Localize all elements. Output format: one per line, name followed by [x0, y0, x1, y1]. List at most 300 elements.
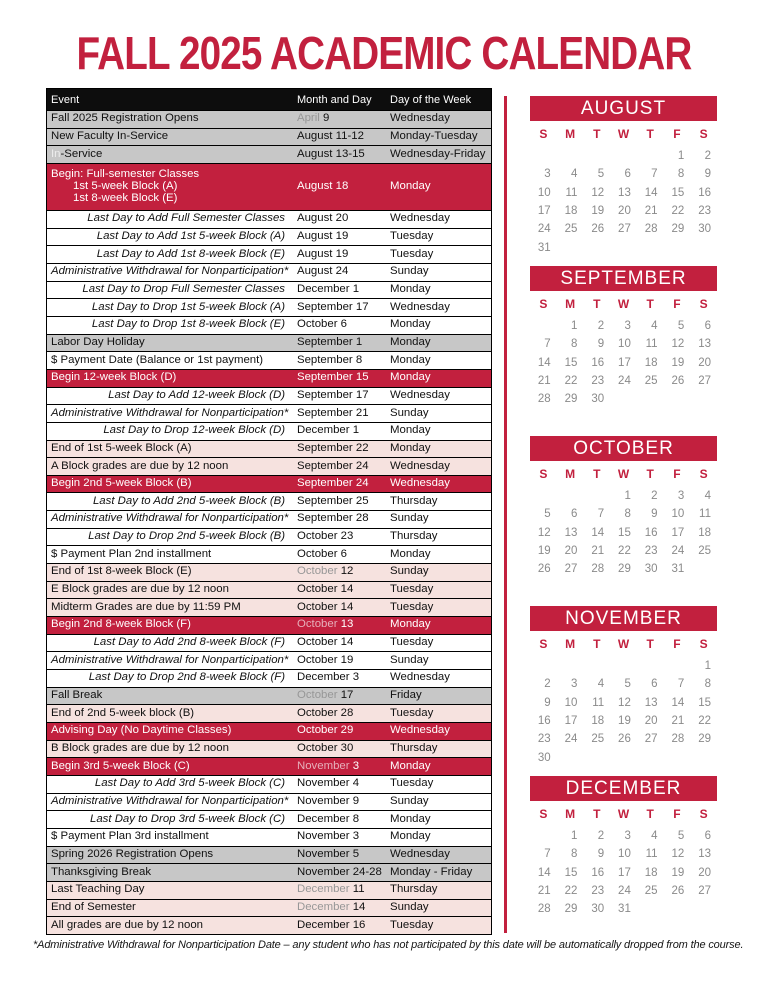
calendar-day: 8	[677, 168, 685, 181]
event-cell: Last Day to Drop 1st 5-week Block (A)	[91, 301, 285, 313]
calendar-day: 8	[571, 338, 578, 351]
calendar-day: 5	[677, 830, 685, 843]
weekday-label: M	[565, 127, 576, 141]
calendar-september	[530, 266, 717, 436]
weekday-cell: Monday	[390, 425, 431, 437]
calendar-day: 6	[704, 830, 711, 843]
calendar-day: 6	[571, 508, 578, 521]
event-cell: Last Day to Add 1st 5-week Block (A)	[96, 230, 285, 242]
column-header-month-and-day: Month and Day	[297, 93, 372, 106]
calendar-day: 29	[698, 733, 711, 746]
calendar-day: 11	[592, 696, 605, 709]
calendar-day: 11	[565, 186, 578, 199]
event-cell: Begin 2nd 8-week Block (F)	[51, 619, 191, 631]
weekday-label: T	[646, 637, 654, 651]
event-cell: Midterm Grades are due by 11:59 PM	[51, 601, 241, 613]
event-cell: Begin 2nd 5-week Block (B)	[51, 478, 192, 490]
calendar-week-row	[530, 694, 717, 712]
weekday-label: M	[565, 637, 576, 651]
date-cell: September 17	[297, 301, 369, 313]
calendar-month-title: DECEMBER	[530, 776, 717, 801]
date-cell: September 24	[297, 478, 369, 490]
table-row	[47, 351, 491, 369]
calendar-month-title: NOVEMBER	[530, 606, 717, 631]
calendar-day: 24	[618, 885, 631, 898]
calendar-day: 9	[597, 848, 605, 861]
weekday-cell: Tuesday	[390, 601, 434, 613]
calendar-day: 19	[618, 715, 631, 728]
calendar-day: 26	[671, 885, 685, 898]
events-table	[46, 88, 492, 935]
weekday-label: T	[646, 807, 654, 821]
calendar-day: 16	[591, 866, 605, 879]
calendar-week-row	[530, 827, 717, 845]
table-row	[47, 757, 491, 775]
table-row	[47, 899, 491, 917]
calendar-day: 18	[564, 205, 578, 218]
calendar-day: 10	[618, 338, 631, 351]
event-cell: In-Service	[51, 148, 103, 160]
calendar-day: 17	[671, 526, 685, 539]
calendar-day: 13	[698, 848, 711, 861]
weekday-label: W	[617, 807, 630, 821]
weekday-cell: Tuesday	[390, 248, 434, 260]
weekday-label: M	[565, 807, 576, 821]
table-row	[47, 881, 491, 899]
calendar-day: 24	[564, 733, 578, 746]
event-cell: Last Day to Add Full Semester Classes	[87, 213, 285, 225]
table-row	[47, 316, 491, 334]
date-cell: September 8	[297, 354, 363, 366]
date-cell: October 30	[297, 743, 354, 754]
weekday-cell: Tuesday	[390, 707, 434, 719]
calendar-day: 27	[698, 375, 711, 388]
date-month-muted: December	[297, 901, 350, 913]
calendar-day: 31	[618, 903, 631, 916]
weekday-cell: Sunday	[390, 654, 429, 666]
weekday-cell: Sunday	[390, 566, 429, 578]
weekday-cell: Thursday	[390, 531, 438, 543]
table-row	[47, 387, 491, 405]
date-cell: October 6	[297, 319, 348, 331]
weekday-cell: Thursday	[390, 743, 438, 754]
calendar-weekday-row	[530, 461, 717, 487]
table-row	[47, 457, 491, 475]
table-row	[47, 669, 491, 687]
weekday-cell: Wednesday	[390, 672, 450, 684]
calendar-day: 1	[704, 660, 711, 673]
weekday-label: F	[673, 127, 681, 141]
weekday-label: S	[539, 807, 548, 821]
calendar-day: 29	[564, 393, 578, 406]
table-row	[47, 422, 491, 440]
weekday-cell: Sunday	[390, 513, 429, 525]
calendar-day: 3	[677, 490, 685, 503]
weekday-label: W	[617, 127, 630, 141]
table-row	[47, 545, 491, 563]
date-cell: October 19	[297, 654, 354, 666]
event-cell: Labor Day Holiday	[51, 336, 145, 348]
calendar-day: 21	[671, 715, 685, 728]
calendar-day: 17	[564, 715, 578, 728]
date-cell: December 16	[297, 919, 366, 931]
calendar-day: 18	[698, 526, 711, 539]
table-row	[47, 298, 491, 316]
date-cell: April 9	[297, 113, 330, 125]
calendar-day: 12	[671, 338, 685, 351]
calendar-day: 16	[591, 356, 605, 369]
weekday-cell: Wednesday	[390, 725, 450, 737]
date-cell: August 11-12	[297, 131, 364, 142]
calendar-day: 22	[671, 205, 685, 218]
calendar-day: 17	[537, 205, 551, 218]
weekday-label: F	[673, 467, 681, 481]
calendar-day: 12	[618, 696, 631, 709]
calendar-weekday-row	[530, 801, 717, 827]
calendar-week-row	[530, 184, 717, 202]
calendar-august	[530, 96, 717, 266]
calendar-day: 16	[698, 186, 711, 199]
calendar-day: 20	[564, 545, 578, 558]
event-line: 1st 8-week Block (E)	[73, 191, 178, 204]
date-cell: August 20	[297, 213, 349, 225]
calendar-week-row	[530, 730, 717, 748]
weekday-cell: Wednesday	[390, 478, 450, 490]
calendar-day: 31	[671, 563, 685, 576]
table-row	[47, 440, 491, 458]
date-cell: September 21	[297, 407, 369, 419]
calendar-day: 2	[651, 490, 658, 503]
calendar-day: 20	[618, 205, 631, 218]
weekday-cell: Tuesday	[390, 919, 434, 931]
calendar-day: 16	[537, 715, 551, 728]
table-row	[47, 334, 491, 352]
weekday-cell: Thursday	[390, 884, 438, 896]
calendar-day: 9	[544, 696, 551, 709]
weekday-label: T	[646, 127, 654, 141]
calendar-day: 2	[544, 678, 551, 691]
event-cell: Last Day to Add 2nd 5-week Block (B)	[92, 495, 285, 507]
event-cell: Fall 2025 Registration Opens	[51, 113, 199, 125]
weekday-label: S	[539, 637, 548, 651]
event-cell: End of Semester	[51, 901, 136, 913]
table-row	[47, 863, 491, 881]
calendar-week-row	[530, 882, 717, 900]
table-row	[47, 404, 491, 422]
calendar-weekday-row	[530, 121, 717, 147]
events-table-body	[47, 110, 491, 934]
date-cell: October 14	[297, 637, 354, 649]
calendar-day: 30	[591, 903, 605, 916]
date-cell: November 24-28	[297, 866, 382, 878]
calendar-day: 7	[544, 848, 551, 861]
calendar-day: 29	[564, 903, 578, 916]
event-cell: End of 2nd 5-week block (B)	[51, 707, 195, 719]
date-cell: September 17	[297, 389, 369, 401]
event-line: 1st 5-week Block (A)	[73, 179, 178, 192]
table-row	[47, 510, 491, 528]
calendar-day: 2	[597, 830, 605, 843]
calendar-day: 14	[537, 356, 551, 369]
event-cell	[47, 169, 293, 205]
calendar-day: 10	[564, 696, 578, 709]
calendar-day: 31	[537, 241, 551, 254]
calendar-day: 15	[698, 696, 711, 709]
date-cell: December 8	[297, 813, 360, 825]
calendar-day: 26	[618, 733, 631, 746]
calendar-day: 15	[564, 866, 578, 879]
calendar-day: 30	[591, 393, 605, 406]
date-cell: October 14	[297, 584, 354, 596]
calendar-day: 8	[571, 848, 578, 861]
weekday-label: F	[673, 297, 681, 311]
calendar-day: 28	[671, 733, 685, 746]
weekday-cell: Monday	[390, 619, 431, 631]
calendar-day: 13	[564, 526, 578, 539]
date-cell: October 28	[297, 707, 354, 719]
page-title: FALL 2025 ACADEMIC CALENDAR	[76, 27, 692, 79]
date-cell: November 9	[297, 795, 360, 807]
calendar-day: 10	[618, 848, 631, 861]
table-row	[47, 651, 491, 669]
table-row	[47, 492, 491, 510]
event-cell: Administrative Withdrawal for Nonparticipation*	[51, 654, 289, 666]
event-cell: Last Day to Add 3rd 5-week Block (C)	[94, 778, 285, 790]
weekday-label: S	[699, 637, 708, 651]
calendar-day: 10	[671, 508, 685, 521]
event-cell: Begin 3rd 5-week Block (C)	[51, 760, 190, 772]
calendar-day: 6	[704, 320, 711, 333]
weekday-label: S	[699, 297, 708, 311]
event-cell: Administrative Withdrawal for Nonparticipation*	[51, 407, 289, 419]
calendar-day: 14	[671, 696, 685, 709]
calendar-week-row	[530, 675, 717, 693]
event-cell: Last Day to Drop 2nd 8-week Block (F)	[88, 672, 285, 684]
weekday-label: T	[593, 467, 601, 481]
date-cell: December 14	[297, 901, 366, 913]
calendar-day: 17	[618, 356, 631, 369]
calendar-day: 15	[618, 526, 631, 539]
weekday-label: F	[673, 807, 681, 821]
weekday-cell: Monday	[390, 760, 431, 772]
calendar-day: 3	[624, 830, 631, 843]
weekday-label: T	[646, 467, 654, 481]
calendar-day: 2	[597, 320, 605, 333]
calendar-day: 20	[698, 866, 711, 879]
event-cell: Last Day to Drop 12-week Block (D)	[103, 425, 285, 437]
table-row	[47, 145, 491, 163]
calendar-day: 19	[537, 545, 551, 558]
weekday-cell: Tuesday	[390, 230, 434, 242]
weekday-cell: Wednesday	[390, 389, 450, 401]
weekday-cell: Monday - Friday	[390, 866, 473, 878]
table-row	[47, 228, 491, 246]
calendar-day: 12	[537, 526, 551, 539]
weekday-label: M	[565, 467, 576, 481]
calendar-day: 9	[651, 508, 658, 521]
calendar-december	[530, 776, 717, 946]
table-row	[47, 163, 491, 210]
calendar-day: 8	[704, 678, 711, 691]
table-row	[47, 369, 491, 387]
event-cell: Last Day to Add 2nd 8-week Block (F)	[93, 637, 285, 649]
weekday-cell: Monday	[390, 180, 431, 192]
calendar-day: 4	[704, 490, 711, 503]
weekday-label: S	[539, 127, 548, 141]
date-cell: October 23	[297, 531, 354, 543]
calendar-day: 1	[571, 830, 578, 843]
date-cell: December 1	[297, 283, 360, 295]
calendar-week-row	[530, 147, 717, 165]
date-cell: August 19	[297, 248, 349, 260]
calendar-day: 14	[591, 526, 605, 539]
event-cell: Advising Day (No Daytime Classes)	[51, 725, 232, 737]
calendar-day: 10	[537, 186, 551, 199]
weekday-cell: Monday	[390, 336, 431, 348]
calendar-day: 7	[651, 168, 658, 181]
calendar-month-title: OCTOBER	[530, 436, 717, 461]
calendar-day: 23	[591, 375, 605, 388]
calendar-day: 26	[671, 375, 685, 388]
calendar-month-title: AUGUST	[530, 96, 717, 121]
calendar-day: 9	[704, 168, 711, 181]
calendar-day: 4	[651, 320, 658, 333]
weekday-label: T	[593, 637, 601, 651]
weekday-cell: Sunday	[390, 901, 429, 913]
weekday-label: T	[593, 127, 601, 141]
calendar-day: 16	[644, 526, 658, 539]
calendar-day: 4	[571, 168, 578, 181]
calendar-day: 22	[618, 545, 631, 558]
table-row	[47, 687, 491, 705]
weekday-label: S	[539, 297, 548, 311]
calendar-week-row	[530, 372, 717, 390]
weekday-cell: Monday	[390, 548, 431, 560]
weekday-label: S	[699, 807, 708, 821]
weekday-cell: Monday	[390, 354, 431, 366]
calendar-week-row	[530, 712, 717, 730]
calendar-day: 3	[571, 678, 578, 691]
date-month-muted: October	[297, 619, 338, 631]
weekday-cell: Sunday	[390, 407, 429, 419]
table-row	[47, 846, 491, 864]
date-cell: November 3	[297, 760, 360, 772]
event-cell: Thanksgiving Break	[51, 866, 152, 878]
calendar-day: 29	[671, 223, 685, 236]
calendar-day: 21	[537, 375, 551, 388]
date-month-muted: December	[297, 884, 350, 896]
weekday-cell: Wednesday	[390, 301, 450, 313]
calendar-day: 18	[644, 356, 658, 369]
calendar-day: 19	[591, 205, 605, 218]
calendar-day: 30	[698, 223, 711, 236]
table-row	[47, 793, 491, 811]
event-cell: Fall Break	[51, 690, 103, 702]
calendar-month-title: SEPTEMBER	[530, 266, 717, 291]
calendar-week-row	[530, 845, 717, 863]
event-cell: Spring 2026 Registration Opens	[51, 848, 214, 860]
event-cell: $ Payment Plan 3rd installment	[51, 831, 209, 843]
calendar-day: 25	[698, 545, 711, 558]
calendar-day: 3	[544, 168, 551, 181]
calendar-day: 24	[537, 223, 551, 236]
calendar-day: 5	[677, 320, 685, 333]
date-cell: October 29	[297, 725, 354, 737]
table-row	[47, 616, 491, 634]
weekday-cell: Friday	[390, 690, 422, 702]
calendar-week-row	[530, 202, 717, 220]
table-row	[47, 563, 491, 581]
weekday-cell: Sunday	[390, 266, 429, 278]
weekday-cell: Monday	[390, 831, 431, 843]
table-row	[47, 263, 491, 281]
calendar-day: 21	[644, 205, 658, 218]
calendar-day: 15	[671, 186, 685, 199]
calendar-day: 27	[618, 223, 631, 236]
weekday-label: M	[565, 297, 576, 311]
event-cell: End of 1st 8-week Block (E)	[51, 566, 192, 578]
date-cell: October 17	[297, 690, 354, 702]
event-muted-prefix: In	[51, 148, 61, 160]
date-cell: November 3	[297, 831, 360, 843]
calendar-week-row	[530, 900, 717, 918]
calendar-week-row	[530, 390, 717, 408]
weekday-cell: Tuesday	[390, 637, 434, 649]
table-row	[47, 245, 491, 263]
calendar-day: 5	[544, 508, 551, 521]
weekday-cell: Wednesday	[390, 848, 450, 860]
calendar-day: 13	[644, 696, 658, 709]
calendar-day: 2	[704, 150, 711, 163]
date-cell: September 24	[297, 460, 369, 472]
table-row	[47, 128, 491, 146]
calendar-day: 1	[571, 320, 578, 333]
calendar-day: 25	[644, 885, 658, 898]
date-cell: August 24	[297, 266, 349, 278]
calendar-day: 20	[644, 715, 658, 728]
date-month-muted: November	[297, 760, 350, 772]
calendar-day: 24	[618, 375, 631, 388]
date-cell: October 12	[297, 566, 354, 578]
table-row	[47, 810, 491, 828]
calendar-day: 27	[564, 563, 578, 576]
calendar-week-row	[530, 165, 717, 183]
calendar-day: 6	[624, 168, 631, 181]
calendar-week-row	[530, 220, 717, 238]
date-cell: September 22	[297, 442, 369, 454]
weekday-cell: Monday	[390, 813, 431, 825]
calendar-day: 4	[597, 678, 605, 691]
calendar-day: 18	[591, 715, 605, 728]
weekday-cell: Wednesday	[390, 460, 450, 472]
event-cell: Last Day to Add 12-week Block (D)	[108, 389, 285, 401]
calendar-day: 1	[677, 150, 685, 163]
event-cell: Administrative Withdrawal for Nonparticipation*	[51, 513, 289, 525]
calendar-day: 22	[698, 715, 711, 728]
calendar-day: 23	[644, 545, 658, 558]
calendar-week-row	[530, 542, 717, 560]
event-cell: Last Day to Drop 2nd 5-week Block (B)	[88, 531, 285, 543]
date-cell: September 28	[297, 513, 369, 525]
calendar-day: 28	[537, 393, 551, 406]
calendar-day: 28	[591, 563, 605, 576]
calendar-day: 15	[564, 356, 578, 369]
calendar-day: 11	[699, 508, 711, 521]
date-cell: November 4	[297, 778, 360, 790]
calendar-weekday-row	[530, 291, 717, 317]
table-row	[47, 528, 491, 546]
calendar-week-row	[530, 657, 717, 675]
